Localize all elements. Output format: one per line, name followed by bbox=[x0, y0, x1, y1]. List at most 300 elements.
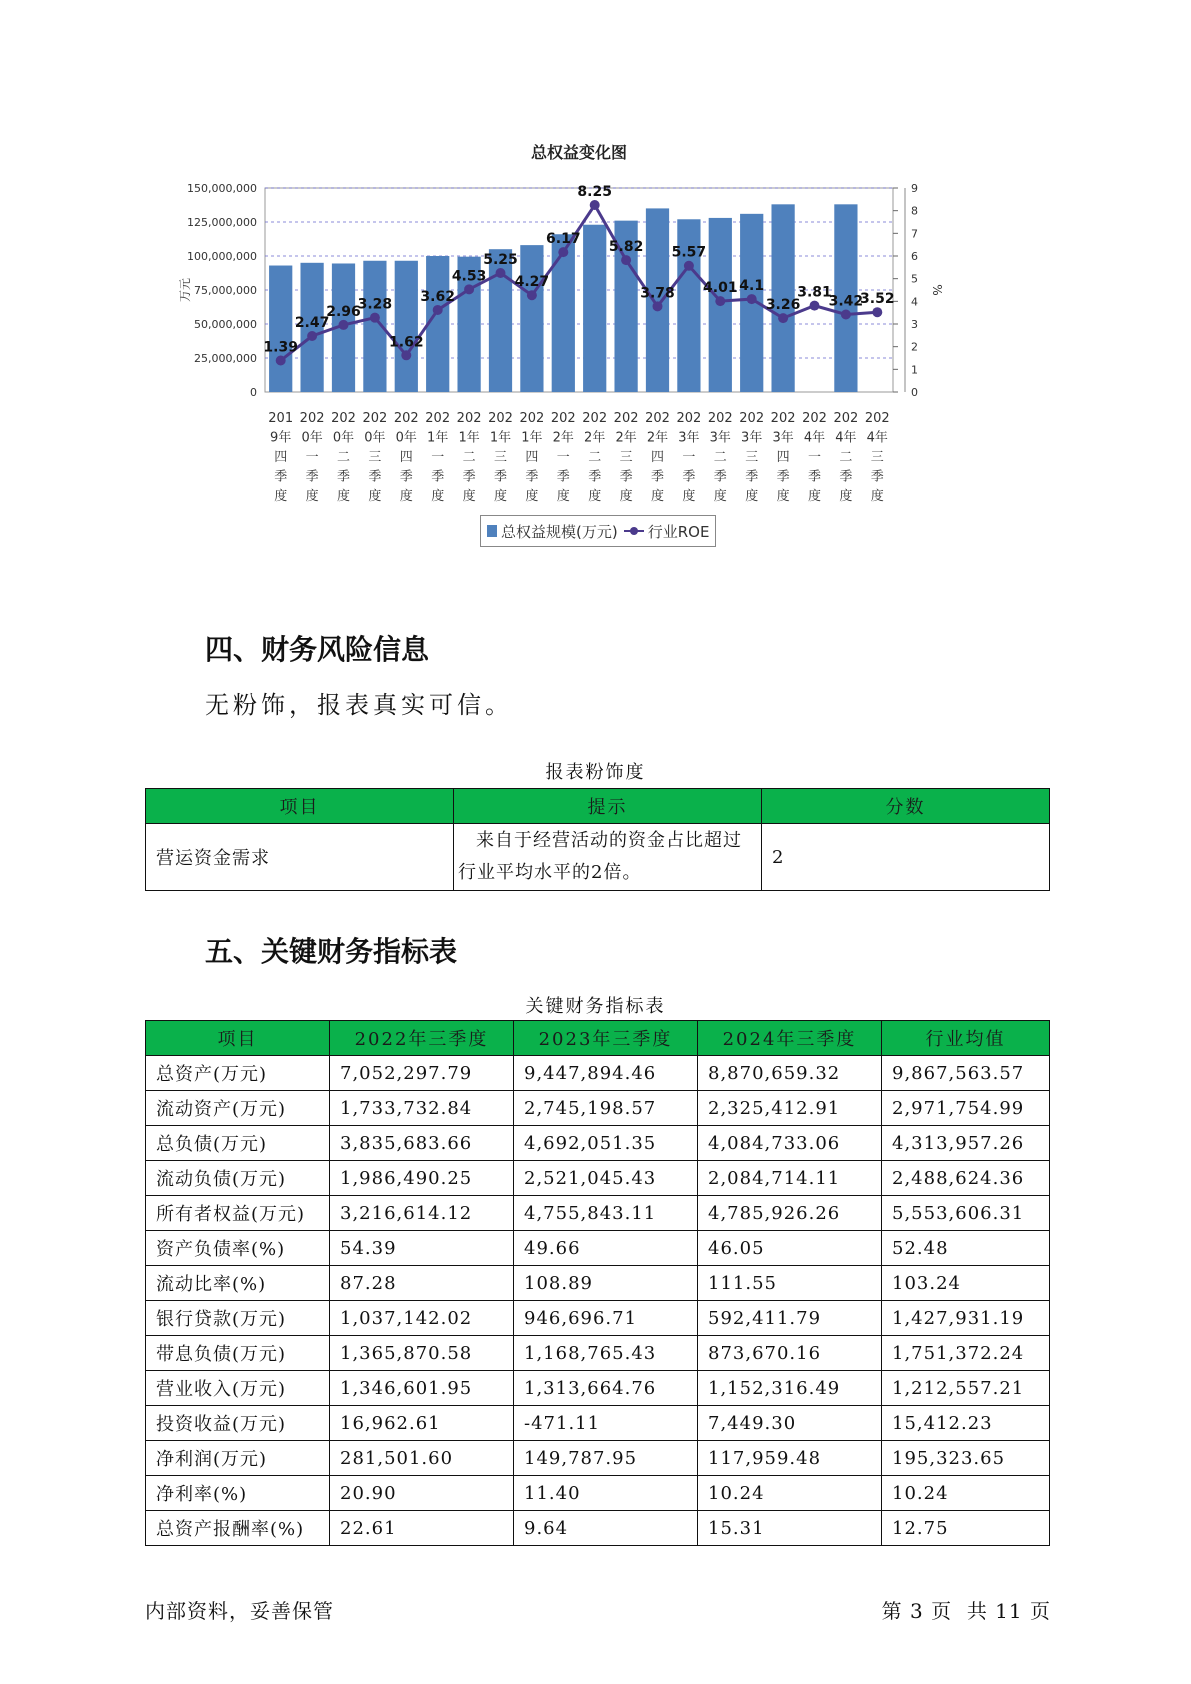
table-row bbox=[146, 1406, 1050, 1441]
kpi-2023q3-cell: 1,168,765.43 bbox=[514, 1336, 698, 1371]
legend-item-roe bbox=[624, 521, 710, 542]
y2-tick-label: 8 bbox=[911, 204, 918, 218]
x-tick-label-line: 季 bbox=[776, 469, 790, 485]
kpi-industry-avg-cell: 5,553,606.31 bbox=[882, 1196, 1050, 1231]
kpi-item-cell: 流动资产(万元) bbox=[146, 1091, 330, 1126]
x-tick-label bbox=[833, 411, 858, 504]
y2-tick-label: 1 bbox=[911, 363, 918, 377]
risk-table-caption: 报表粉饰度 bbox=[545, 762, 646, 783]
x-tick-label-line: 度 bbox=[807, 489, 822, 504]
x-tick-label-line: 季 bbox=[462, 469, 476, 485]
x-tick-label-line: 2年 bbox=[646, 430, 669, 446]
y-tick-label: 125,000,000 bbox=[187, 216, 257, 229]
x-tick-label bbox=[551, 411, 576, 504]
kpi-2024q3-cell: 111.55 bbox=[698, 1266, 882, 1301]
bar bbox=[520, 245, 543, 392]
x-tick-label-line: 季 bbox=[745, 469, 759, 485]
x-tick-label bbox=[519, 411, 544, 504]
x-tick-label bbox=[802, 411, 827, 504]
x-tick-label-line: 季 bbox=[336, 469, 351, 485]
table-row bbox=[146, 1091, 1050, 1126]
kpi-2024q3-cell: 2,325,412.91 bbox=[698, 1091, 882, 1126]
kpi-industry-avg-cell: 4,313,957.26 bbox=[882, 1126, 1050, 1161]
kpi-2024q3-cell: 7,449.30 bbox=[698, 1406, 882, 1441]
x-tick-label-line: 季 bbox=[807, 469, 822, 485]
x-tick-label-line: 3年 bbox=[678, 430, 700, 446]
legend-bar-swatch bbox=[487, 525, 497, 537]
kpi-2024q3-cell: 873,670.16 bbox=[698, 1336, 882, 1371]
roe-point bbox=[527, 290, 537, 300]
kpi-2023q3-cell: 9,447,894.46 bbox=[514, 1056, 698, 1091]
kpi-item-cell: 资产负债率(%) bbox=[146, 1231, 330, 1266]
table-row bbox=[146, 1336, 1050, 1371]
x-tick-label-line: 202 bbox=[676, 411, 702, 426]
legend-label-roe: 行业ROE bbox=[647, 522, 710, 541]
roe-data-label: 4.1 bbox=[739, 278, 765, 295]
kpi-industry-avg-cell: 2,971,754.99 bbox=[882, 1091, 1050, 1126]
x-tick-label-line: 度 bbox=[745, 489, 759, 504]
y2-tick-label: 4 bbox=[911, 295, 918, 309]
table-row bbox=[146, 1126, 1050, 1161]
kpi-2023q3-cell: 108.89 bbox=[514, 1266, 698, 1301]
x-tick-label-line: 2年 bbox=[615, 430, 637, 446]
x-tick-label-line: 度 bbox=[462, 489, 476, 504]
x-tick-label-line: 度 bbox=[274, 489, 288, 504]
kpi-2022q3-cell: 20.90 bbox=[330, 1476, 514, 1511]
x-tick-label bbox=[425, 411, 450, 504]
x-tick-label-line: 三 bbox=[619, 450, 633, 465]
risk-header-hint: 提示 bbox=[454, 789, 762, 824]
kpi-header-2023q3: 2023年三季度 bbox=[514, 1021, 698, 1056]
y2-tick-label: 7 bbox=[911, 227, 918, 241]
kpi-industry-avg-cell: 1,212,557.21 bbox=[882, 1371, 1050, 1406]
y2-tick-label: 9 bbox=[911, 182, 918, 195]
x-tick-label-line: 季 bbox=[682, 469, 696, 485]
table-row bbox=[146, 1371, 1050, 1406]
kpi-2023q3-cell: 4,755,843.11 bbox=[514, 1196, 698, 1231]
kpi-2023q3-cell: 2,745,198.57 bbox=[514, 1091, 698, 1126]
roe-data-label: 4.53 bbox=[451, 268, 487, 285]
x-tick-label-line: 度 bbox=[399, 489, 413, 504]
kpi-2023q3-cell: 946,696.71 bbox=[514, 1301, 698, 1336]
x-tick-label-line: 度 bbox=[368, 489, 382, 504]
x-tick-label-line: 度 bbox=[650, 489, 665, 504]
kpi-item-cell: 总负债(万元) bbox=[146, 1126, 330, 1161]
x-tick-label-line: 二 bbox=[336, 450, 351, 465]
kpi-table-body bbox=[146, 1056, 1050, 1546]
x-tick-label-line: 四 bbox=[399, 450, 413, 465]
roe-point bbox=[841, 309, 851, 319]
x-tick-label-line: 202 bbox=[331, 411, 356, 426]
x-tick-label-line: 0年 bbox=[364, 430, 386, 446]
x-tick-label bbox=[614, 411, 639, 504]
x-tick-label-line: 度 bbox=[713, 489, 727, 504]
kpi-2023q3-cell: 9.64 bbox=[514, 1511, 698, 1546]
roe-point bbox=[621, 255, 631, 265]
table-row bbox=[146, 1161, 1050, 1196]
kpi-item-cell: 流动比率(%) bbox=[146, 1266, 330, 1301]
x-tick-label-line: 季 bbox=[588, 469, 602, 485]
y2-tick-label: 0 bbox=[911, 386, 918, 399]
kpi-2023q3-cell: 49.66 bbox=[514, 1231, 698, 1266]
x-tick-label-line: 3年 bbox=[741, 430, 763, 446]
x-tick-label-line: 二 bbox=[462, 450, 476, 465]
kpi-table-caption: 关键财务指标表 bbox=[525, 996, 666, 1017]
x-tick-label-line: 度 bbox=[870, 489, 884, 504]
x-tick-label bbox=[645, 411, 670, 504]
kpi-industry-avg-cell: 195,323.65 bbox=[882, 1441, 1050, 1476]
roe-data-label: 4.01 bbox=[703, 280, 738, 297]
kpi-item-cell: 流动负债(万元) bbox=[146, 1161, 330, 1196]
x-tick-label-line: 季 bbox=[619, 469, 633, 485]
kpi-2022q3-cell: 22.61 bbox=[330, 1511, 514, 1546]
kpi-table bbox=[145, 1020, 1050, 1546]
y-tick-label: 75,000,000 bbox=[194, 284, 257, 297]
kpi-2022q3-cell: 1,365,870.58 bbox=[330, 1336, 514, 1371]
section4-title: 四、财务风险信息 bbox=[205, 633, 430, 666]
x-tick-label-line: 季 bbox=[274, 469, 288, 485]
roe-data-label: 3.42 bbox=[828, 293, 864, 310]
kpi-header-2022q3: 2022年三季度 bbox=[330, 1021, 514, 1056]
kpi-header-industry-avg: 行业均值 bbox=[882, 1021, 1050, 1056]
x-tick-label-line: 202 bbox=[770, 411, 796, 426]
risk-hint-line1: 来自于经营活动的资金占比超过 bbox=[476, 830, 742, 851]
kpi-2024q3-cell: 4,785,926.26 bbox=[698, 1196, 882, 1231]
kpi-2023q3-cell: 4,692,051.35 bbox=[514, 1126, 698, 1161]
kpi-2024q3-cell: 2,084,714.11 bbox=[698, 1161, 882, 1196]
kpi-industry-avg-cell: 1,427,931.19 bbox=[882, 1301, 1050, 1336]
x-tick-label-line: 三 bbox=[745, 450, 759, 465]
kpi-2022q3-cell: 7,052,297.79 bbox=[330, 1056, 514, 1091]
x-tick-label-line: 202 bbox=[299, 411, 325, 426]
section4-text: 无粉饰，报表真实可信。 bbox=[205, 691, 513, 719]
x-tick-label-line: 1年 bbox=[521, 430, 543, 446]
x-tick-label-line: 度 bbox=[305, 489, 319, 504]
risk-score-cell: 2 bbox=[762, 824, 1050, 891]
kpi-item-cell: 带息负债(万元) bbox=[146, 1336, 330, 1371]
kpi-header-item: 项目 bbox=[146, 1021, 330, 1056]
x-tick-label-line: 度 bbox=[525, 489, 539, 504]
x-tick-label-line: 3年 bbox=[709, 430, 731, 446]
x-tick-label-line: 2年 bbox=[584, 430, 606, 446]
x-tick-label-line: 0年 bbox=[301, 430, 323, 446]
x-tick-label-line: 一 bbox=[682, 450, 696, 465]
y-axis-label: 万元 bbox=[178, 277, 192, 303]
kpi-header-2024q3: 2024年三季度 bbox=[698, 1021, 882, 1056]
risk-table-header-row bbox=[146, 789, 1050, 824]
x-tick-label-line: 四 bbox=[776, 450, 790, 465]
table-row bbox=[146, 1301, 1050, 1336]
x-tick-label bbox=[739, 411, 764, 504]
x-tick-label-line: 二 bbox=[839, 450, 853, 465]
x-tick-label bbox=[582, 411, 607, 504]
x-tick-label-line: 季 bbox=[431, 469, 445, 485]
x-tick-label-line: 度 bbox=[588, 489, 602, 504]
x-tick-label-line: 201 bbox=[268, 411, 294, 426]
x-tick-label-line: 四 bbox=[650, 450, 665, 465]
kpi-2022q3-cell: 1,037,142.02 bbox=[330, 1301, 514, 1336]
x-tick-label-line: 202 bbox=[519, 411, 545, 426]
y2-tick-label: 3 bbox=[911, 318, 918, 331]
kpi-item-cell: 总资产(万元) bbox=[146, 1056, 330, 1091]
risk-hint-cell bbox=[454, 824, 762, 891]
kpi-industry-avg-cell: 12.75 bbox=[882, 1511, 1050, 1546]
roe-data-label: 3.26 bbox=[765, 297, 801, 314]
chart-legend bbox=[480, 515, 716, 547]
roe-point bbox=[590, 200, 600, 210]
kpi-2022q3-cell: 1,346,601.95 bbox=[330, 1371, 514, 1406]
x-tick-label-line: 202 bbox=[425, 411, 451, 426]
kpi-2023q3-cell: 1,313,664.76 bbox=[514, 1371, 698, 1406]
kpi-industry-avg-cell: 2,488,624.36 bbox=[882, 1161, 1050, 1196]
bar bbox=[583, 225, 606, 392]
roe-point bbox=[558, 247, 568, 257]
kpi-industry-avg-cell: 52.48 bbox=[882, 1231, 1050, 1266]
kpi-2023q3-cell: 11.40 bbox=[514, 1476, 698, 1511]
roe-data-label: 5.82 bbox=[608, 239, 644, 256]
kpi-industry-avg-cell: 1,751,372.24 bbox=[882, 1336, 1050, 1371]
kpi-table-header-row bbox=[146, 1021, 1050, 1056]
kpi-industry-avg-cell: 15,412.23 bbox=[882, 1406, 1050, 1441]
x-tick-label-line: 202 bbox=[645, 411, 670, 426]
x-tick-label-line: 度 bbox=[776, 489, 790, 504]
x-tick-label bbox=[268, 411, 293, 504]
x-tick-label-line: 季 bbox=[870, 469, 884, 485]
y2-tick-label: 6 bbox=[911, 250, 918, 263]
x-tick-label bbox=[394, 411, 419, 504]
kpi-2022q3-cell: 54.39 bbox=[330, 1231, 514, 1266]
bar bbox=[269, 266, 292, 392]
risk-item-cell: 营运资金需求 bbox=[146, 824, 454, 891]
x-tick-label-line: 季 bbox=[650, 469, 665, 485]
bar bbox=[395, 261, 418, 392]
roe-data-label: 3.62 bbox=[420, 288, 455, 305]
kpi-2022q3-cell: 3,835,683.66 bbox=[330, 1126, 514, 1161]
roe-data-label: 3.78 bbox=[640, 285, 675, 302]
bar bbox=[552, 234, 575, 392]
x-tick-label-line: 3年 bbox=[772, 430, 794, 446]
kpi-2023q3-cell: -471.11 bbox=[514, 1406, 698, 1441]
x-tick-label-line: 季 bbox=[368, 469, 382, 485]
x-tick-label-line: 三 bbox=[493, 450, 508, 465]
x-tick-label-line: 度 bbox=[493, 489, 508, 504]
roe-data-label: 5.25 bbox=[483, 252, 518, 268]
y-tick-label: 50,000,000 bbox=[194, 318, 257, 331]
x-tick-label-line: 季 bbox=[556, 469, 570, 485]
legend-line-swatch bbox=[624, 525, 644, 537]
roe-point bbox=[464, 284, 474, 294]
roe-data-label: 8.25 bbox=[577, 184, 612, 200]
x-tick-label-line: 1年 bbox=[489, 430, 512, 446]
kpi-2024q3-cell: 4,084,733.06 bbox=[698, 1126, 882, 1161]
x-tick-label bbox=[771, 411, 796, 504]
y-tick-label: 0 bbox=[250, 386, 257, 399]
kpi-industry-avg-cell: 103.24 bbox=[882, 1266, 1050, 1301]
kpi-2023q3-cell: 149,787.95 bbox=[514, 1441, 698, 1476]
x-tick-label-line: 度 bbox=[336, 489, 351, 504]
x-tick-label-line: 202 bbox=[707, 411, 733, 426]
kpi-2022q3-cell: 87.28 bbox=[330, 1266, 514, 1301]
roe-data-label: 2.47 bbox=[294, 315, 330, 332]
roe-data-label: 3.52 bbox=[860, 291, 895, 308]
y2-tick-label: 5 bbox=[911, 272, 918, 286]
roe-point bbox=[778, 313, 788, 323]
y-tick-label: 100,000,000 bbox=[187, 250, 257, 263]
roe-data-label: 4.27 bbox=[514, 274, 550, 291]
roe-point bbox=[276, 355, 286, 365]
x-tick-label bbox=[488, 411, 513, 504]
y-tick-label: 25,000,000 bbox=[194, 352, 257, 365]
x-tick-label-line: 202 bbox=[802, 411, 827, 426]
x-tick-label-line: 四 bbox=[525, 450, 539, 465]
x-tick-label-line: 三 bbox=[368, 450, 382, 465]
x-tick-label-line: 1年 bbox=[427, 430, 449, 446]
x-tick-label-line: 度 bbox=[839, 489, 853, 504]
risk-hint-line2: 行业平均水平的2倍。 bbox=[458, 862, 642, 883]
x-tick-label-line: 季 bbox=[493, 469, 508, 485]
table-row bbox=[146, 1231, 1050, 1266]
x-tick-label-line: 三 bbox=[870, 450, 884, 465]
x-tick-label-line: 季 bbox=[713, 469, 727, 485]
risk-table-row bbox=[146, 824, 1050, 891]
kpi-2024q3-cell: 10.24 bbox=[698, 1476, 882, 1511]
kpi-2024q3-cell: 1,152,316.49 bbox=[698, 1371, 882, 1406]
x-tick-label-line: 202 bbox=[833, 411, 859, 426]
kpi-2022q3-cell: 281,501.60 bbox=[330, 1441, 514, 1476]
kpi-2022q3-cell: 3,216,614.12 bbox=[330, 1196, 514, 1231]
kpi-2024q3-cell: 592,411.79 bbox=[698, 1301, 882, 1336]
risk-table bbox=[145, 788, 1050, 891]
x-tick-label-line: 季 bbox=[399, 469, 413, 485]
x-tick-label-line: 9年 bbox=[270, 430, 292, 446]
kpi-item-cell: 营业收入(万元) bbox=[146, 1371, 330, 1406]
roe-data-label: 3.28 bbox=[357, 296, 393, 313]
roe-point bbox=[339, 320, 349, 330]
roe-data-label: 2.96 bbox=[326, 303, 361, 320]
x-tick-label-line: 202 bbox=[613, 411, 639, 426]
x-tick-label-line: 一 bbox=[305, 450, 319, 465]
x-tick-label-line: 季 bbox=[839, 469, 853, 485]
roe-data-label: 1.62 bbox=[389, 334, 424, 351]
roe-point bbox=[401, 350, 411, 360]
kpi-item-cell: 净利润(万元) bbox=[146, 1441, 330, 1476]
x-tick-label-line: 二 bbox=[588, 450, 602, 465]
kpi-2024q3-cell: 46.05 bbox=[698, 1231, 882, 1266]
x-tick-label bbox=[362, 411, 387, 504]
x-tick-label-line: 4年 bbox=[835, 430, 857, 446]
y2-tick-label: 2 bbox=[911, 340, 918, 354]
footer-page-number: 第 3 页 共 11 页 bbox=[881, 1599, 1051, 1623]
chart-title: 总权益变化图 bbox=[530, 143, 628, 162]
y2-axis-label: % bbox=[930, 284, 944, 296]
roe-point bbox=[810, 301, 820, 311]
legend-label-equity: 总权益规模(万元) bbox=[501, 522, 618, 541]
table-row bbox=[146, 1056, 1050, 1091]
kpi-item-cell: 总资产报酬率(%) bbox=[146, 1511, 330, 1546]
kpi-item-cell: 净利率(%) bbox=[146, 1476, 330, 1511]
x-tick-label-line: 度 bbox=[682, 489, 696, 504]
roe-point bbox=[653, 301, 663, 311]
x-tick-label-line: 202 bbox=[739, 411, 765, 426]
x-tick-label-line: 一 bbox=[807, 450, 822, 465]
x-tick-label-line: 202 bbox=[488, 411, 513, 426]
roe-data-label: 6.17 bbox=[546, 231, 581, 248]
legend-item-equity bbox=[487, 521, 618, 542]
x-tick-label bbox=[331, 411, 356, 504]
table-row bbox=[146, 1476, 1050, 1511]
roe-point bbox=[307, 331, 317, 341]
roe-point bbox=[715, 296, 725, 306]
x-tick-label-line: 202 bbox=[864, 411, 890, 426]
kpi-industry-avg-cell: 9,867,563.57 bbox=[882, 1056, 1050, 1091]
x-tick-label-line: 1年 bbox=[458, 430, 480, 446]
x-tick-label-line: 202 bbox=[362, 411, 388, 426]
table-row bbox=[146, 1511, 1050, 1546]
roe-point bbox=[747, 294, 757, 304]
roe-point bbox=[433, 305, 443, 315]
kpi-2022q3-cell: 1,733,732.84 bbox=[330, 1091, 514, 1126]
table-row bbox=[146, 1441, 1050, 1476]
x-tick-label-line: 一 bbox=[431, 450, 445, 465]
x-tick-label-line: 4年 bbox=[866, 430, 888, 446]
x-tick-label-line: 度 bbox=[556, 489, 570, 504]
x-tick-label bbox=[865, 411, 890, 504]
table-row bbox=[146, 1196, 1050, 1231]
x-tick-label-line: 度 bbox=[431, 489, 445, 504]
kpi-industry-avg-cell: 10.24 bbox=[882, 1476, 1050, 1511]
kpi-item-cell: 银行贷款(万元) bbox=[146, 1301, 330, 1336]
footer-confidential: 内部资料，妥善保管 bbox=[145, 1599, 334, 1623]
equity-chart bbox=[180, 140, 1040, 600]
x-tick-label-line: 四 bbox=[274, 450, 288, 465]
x-tick-label-line: 季 bbox=[525, 469, 539, 485]
x-tick-label-line: 202 bbox=[456, 411, 482, 426]
x-tick-label-line: 0年 bbox=[332, 430, 355, 446]
kpi-item-cell: 投资收益(万元) bbox=[146, 1406, 330, 1441]
roe-data-label: 1.39 bbox=[263, 339, 298, 356]
roe-data-label: 5.57 bbox=[671, 244, 707, 261]
x-tick-label-line: 2年 bbox=[552, 430, 574, 446]
roe-data-label: 3.81 bbox=[797, 284, 832, 301]
x-tick-label-line: 202 bbox=[393, 411, 419, 426]
x-tick-label-line: 0年 bbox=[395, 430, 417, 446]
kpi-2024q3-cell: 8,870,659.32 bbox=[698, 1056, 882, 1091]
section5-title: 五、关键财务指标表 bbox=[205, 935, 458, 968]
kpi-2022q3-cell: 1,986,490.25 bbox=[330, 1161, 514, 1196]
table-row bbox=[146, 1266, 1050, 1301]
x-tick-label-line: 度 bbox=[619, 489, 633, 504]
x-tick-label-line: 202 bbox=[550, 411, 576, 426]
roe-point bbox=[496, 268, 506, 278]
y-tick-label: 150,000,000 bbox=[187, 182, 257, 195]
x-tick-label bbox=[676, 411, 701, 504]
roe-point bbox=[370, 313, 380, 323]
kpi-2023q3-cell: 2,521,045.43 bbox=[514, 1161, 698, 1196]
x-tick-label bbox=[708, 411, 733, 504]
x-tick-label bbox=[300, 411, 325, 504]
roe-point bbox=[684, 261, 694, 271]
kpi-2022q3-cell: 16,962.61 bbox=[330, 1406, 514, 1441]
x-tick-label-line: 202 bbox=[582, 411, 608, 426]
risk-header-item: 项目 bbox=[146, 789, 454, 824]
risk-header-score: 分数 bbox=[762, 789, 1050, 824]
kpi-2024q3-cell: 15.31 bbox=[698, 1511, 882, 1546]
kpi-item-cell: 所有者权益(万元) bbox=[146, 1196, 330, 1231]
x-tick-label-line: 季 bbox=[305, 469, 319, 485]
x-tick-label-line: 一 bbox=[556, 450, 570, 465]
x-tick-label-line: 二 bbox=[713, 450, 727, 465]
kpi-2024q3-cell: 117,959.48 bbox=[698, 1441, 882, 1476]
